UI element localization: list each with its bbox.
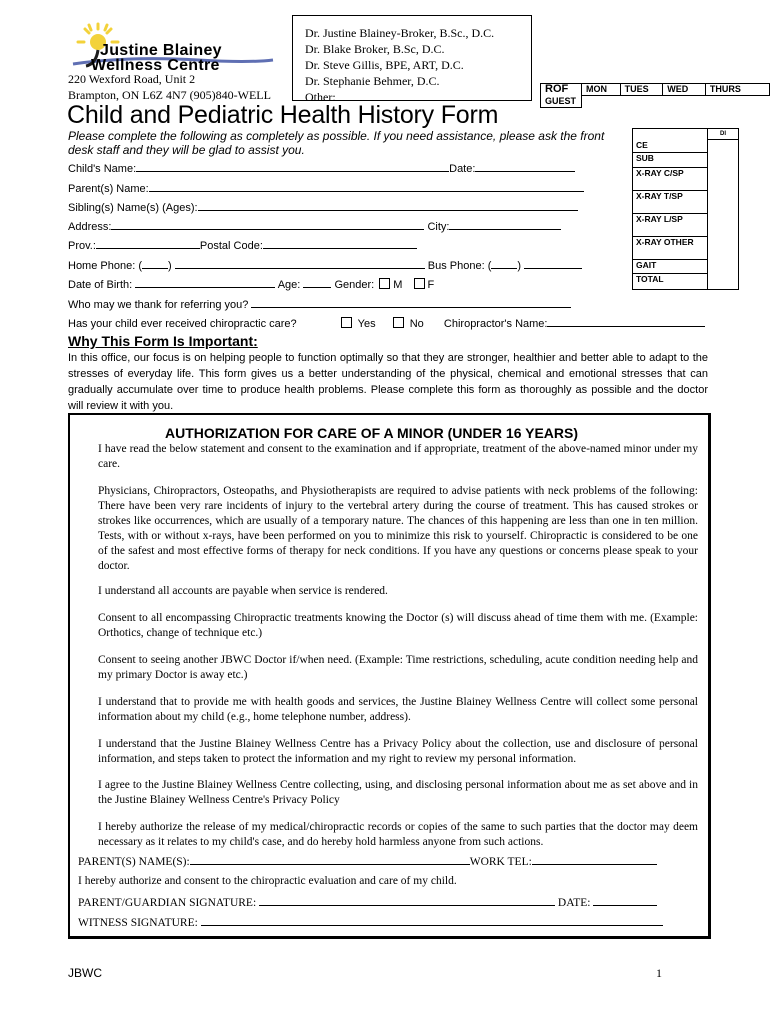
doctor-option[interactable]: Dr. Justine Blainey-Broker, B.Sc., D.C.: [305, 26, 495, 40]
page-title: Child and Pediatric Health History Form: [67, 101, 499, 129]
clinic-address-1: 220 Wexford Road, Unit 2: [68, 72, 196, 86]
logo-line-2: Wellness Centre: [91, 57, 220, 74]
doctor-option-other[interactable]: Other:: [305, 90, 336, 104]
office-use-table: [632, 128, 739, 290]
side-row-label: X-RAY OTHER: [633, 236, 708, 259]
intro-text: Please complete the following as completely as possible. If you need assistance, please ask the front desk staff and they will be glad to assist you.: [68, 129, 605, 157]
childs-name-input[interactable]: [136, 161, 449, 172]
rof-day: MON: [581, 84, 620, 96]
parents-names-input[interactable]: [190, 854, 470, 865]
side-row-label: GAIT: [633, 259, 708, 273]
auth-paragraph: I hereby authorize the release of my medical/chiropractic records or copies of the same to such parties that the doctor may deem necessary as it relates to my child's case, and do hereby hold harmless anyone from such actions.: [98, 821, 698, 848]
rof-label: ROF: [541, 84, 582, 96]
auth-paragraph: Consent to all encompassing Chiropractic treatments knowing the Doctor (s) will discuss ahead of time them with me. (Example: Orthotics, change of technique etc.): [98, 612, 698, 639]
auth-paragraph: I have read the below statement and consent to the examination and if appropriate, treatment of the above-named minor under my care.: [98, 443, 698, 470]
rof-day: THURS: [705, 84, 769, 96]
parents-names-row: PARENT(S) NAME(S): WORK TEL:: [78, 854, 657, 868]
gender-male-checkbox[interactable]: [379, 278, 390, 289]
gender-female-checkbox[interactable]: [414, 278, 425, 289]
doctor-selection-box: [292, 15, 532, 104]
parent-signature-input[interactable]: [259, 895, 555, 906]
consent-statement: I hereby authorize and consent to the chiropractic evaluation and care of my child.: [78, 875, 457, 887]
siblings-input[interactable]: [198, 200, 578, 211]
why-heading: Why This Form Is Important:: [68, 333, 258, 349]
rof-day: WED: [663, 84, 706, 96]
guest-label: GUEST: [541, 96, 582, 108]
side-row-label: X-RAY C/SP: [633, 167, 708, 190]
city-input[interactable]: [449, 219, 561, 230]
doctor-option[interactable]: Dr. Stephanie Behmer, D.C.: [305, 74, 440, 88]
auth-paragraph: I understand all accounts are payable when service is rendered.: [98, 585, 388, 597]
auth-paragraph: I understand that the Justine Blainey Wellness Centre has a Privacy Policy about the collection, use and disclosure of personal information, and steps taken to protect the information and my right to review my personal information.: [98, 738, 698, 765]
authorization-heading: AUTHORIZATION FOR CARE OF A MINOR (UNDER 16 YEARS): [165, 425, 579, 441]
rof-table: [540, 83, 770, 108]
signature-row: PARENT/GUARDIAN SIGNATURE: DATE:: [78, 895, 657, 909]
chiro-yes-checkbox[interactable]: [341, 317, 352, 328]
page-number: 1: [656, 966, 662, 980]
auth-paragraph: I agree to the Justine Blainey Wellness Centre collecting, using, and disclosing personal information about me as set above and in the Justine Blainey Wellness Centre's Privacy Policy: [98, 779, 698, 806]
chiro-row: Has your child ever received chiropractic care? Yes No Chiropractor's Name:: [68, 316, 705, 330]
prov-input[interactable]: [96, 238, 200, 249]
side-row-label: CE: [633, 140, 708, 153]
home-area-code-input[interactable]: [142, 258, 168, 269]
date-input[interactable]: [475, 161, 575, 172]
why-body: In this office, our focus is on helping people to function optimally so that they are stronger, healthier and better able to adapt to the stresses of everyday life. This form gives us a better understanding of the physical, chemical and emotional stresses that can gradually accumulate over time to produce health problems. Please complete this form as thoroughly as possible and the doctor will review it with you.: [68, 352, 708, 412]
dob-input[interactable]: [135, 277, 275, 288]
witness-signature-input[interactable]: [201, 915, 663, 926]
di-label: DI: [708, 129, 739, 140]
postal-code-input[interactable]: [263, 238, 417, 249]
witness-row: WITNESS SIGNATURE:: [78, 915, 663, 929]
work-tel-input[interactable]: [532, 854, 657, 865]
age-input[interactable]: [303, 277, 331, 288]
clinic-address-2: Brampton, ON L6Z 4N7 (905)840-WELL: [68, 88, 271, 102]
side-row-label: X-RAY T/SP: [633, 190, 708, 213]
footer-org: JBWC: [68, 966, 102, 980]
dob-row: Date of Birth: Age: Gender: M F: [68, 279, 435, 291]
rof-day: TUES: [620, 84, 663, 96]
referral-input[interactable]: [251, 297, 571, 308]
childs-name-row: Child's Name: Date:: [68, 161, 575, 175]
signature-date-input[interactable]: [593, 895, 657, 906]
auth-paragraph: I understand that to provide me with health goods and services, the Justine Blainey Wellness Centre will collect some personal information about my child (e.g., home telephone number, address).: [98, 696, 698, 723]
bus-area-code-input[interactable]: [491, 258, 517, 269]
chiro-no-checkbox[interactable]: [393, 317, 404, 328]
side-row-label: TOTAL: [633, 273, 708, 289]
referral-row: Who may we thank for referring you?: [68, 297, 571, 311]
parents-name-input[interactable]: [149, 181, 584, 192]
chiropractor-name-input[interactable]: [547, 316, 705, 327]
side-row-label: SUB: [633, 152, 708, 167]
address-row: Address: City:: [68, 219, 561, 233]
side-row-label: X-RAY L/SP: [633, 213, 708, 236]
bus-phone-input[interactable]: [524, 258, 582, 269]
parents-name-row: Parent(s) Name:: [68, 181, 584, 195]
home-phone-input[interactable]: [175, 258, 425, 269]
auth-paragraph: Consent to seeing another JBWC Doctor if/when need. (Example: Time restrictions, scheduling, acute condition needing help and my primary Doctor is away etc.): [98, 654, 698, 681]
siblings-row: Sibling(s) Name(s) (Ages):: [68, 200, 578, 214]
auth-paragraph: Physicians, Chiropractors, Osteopaths, and Physiotherapists are required to advise patients with neck problems of the following: There have been very rare incidents of injury to the vertebral artery during the course of treatment. This has caused strokes or strokes like occurrences, which are usually of a temporary nature. The chances of this happening are less than one in ten million. Tests, with or without x-rays, have been performed on you to minimize this risk to yourself. Chiropractic is considered to be one of the safest and most effective forms of therapy for neck conditions. If you have any questions or concerns please speak to your doctor.: [98, 485, 698, 572]
address-input[interactable]: [111, 219, 424, 230]
prov-row: Prov.: Postal Code:: [68, 238, 417, 252]
logo-line-1: Justine Blainey: [100, 42, 222, 59]
doctor-option[interactable]: Dr. Steve Gillis, BPE, ART, D.C.: [305, 58, 464, 72]
phone-row: Home Phone: ( ) Bus Phone: ( ): [68, 258, 582, 272]
doctor-option[interactable]: Dr. Blake Broker, B.Sc, D.C.: [305, 42, 445, 56]
